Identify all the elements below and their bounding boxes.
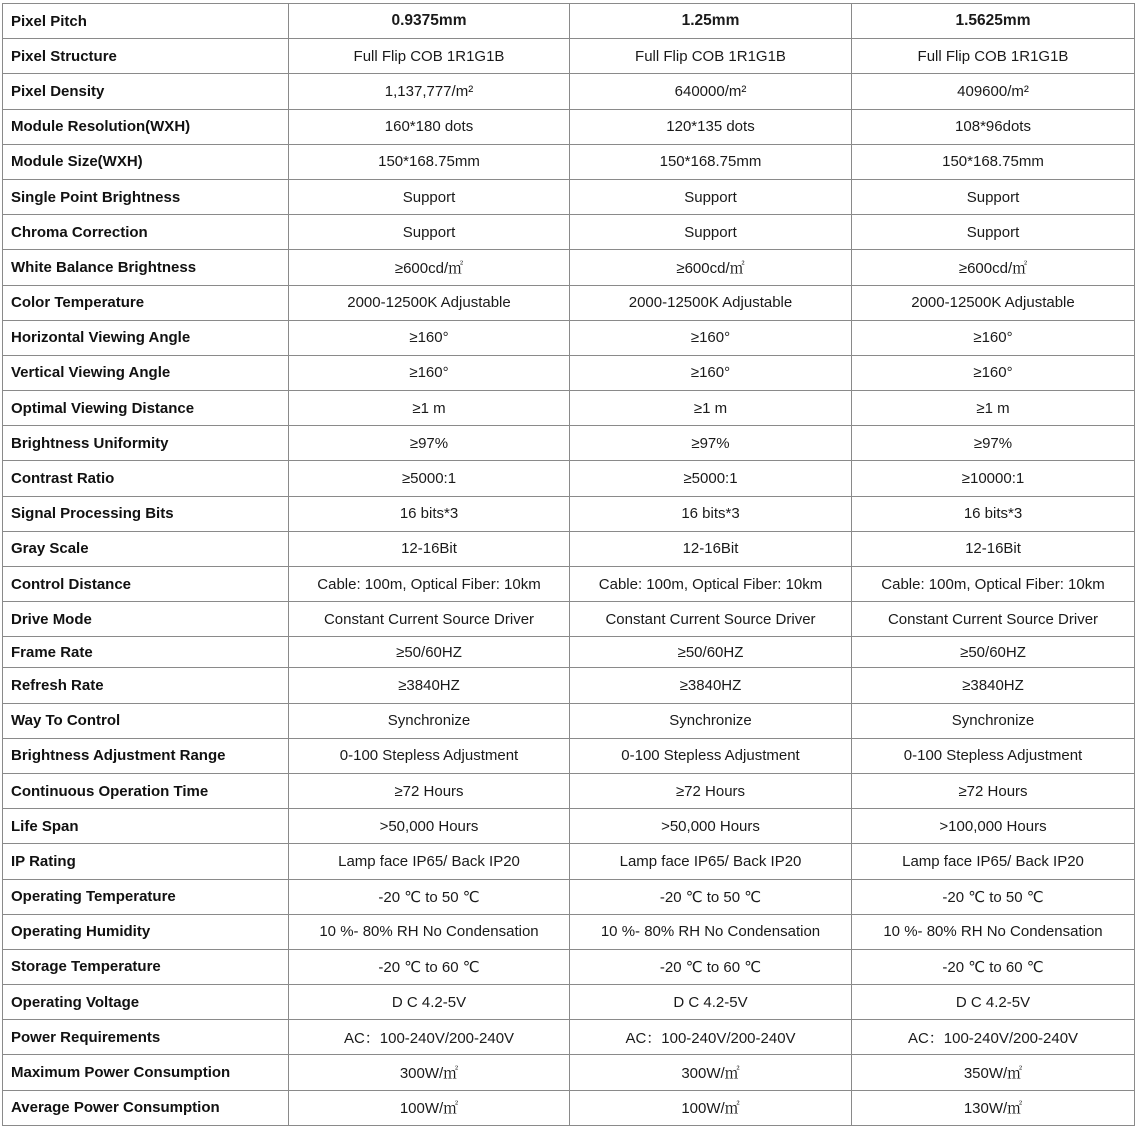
row-value: 0-100 Stepless Adjustment	[852, 738, 1135, 773]
table-row	[3, 1090, 1135, 1125]
spec-table	[2, 3, 1135, 1126]
row-value: Support	[570, 215, 852, 250]
row-value: ≥72 Hours	[852, 773, 1135, 808]
row-value: ≥3840HZ	[570, 668, 852, 703]
header-column: 1.5625mm	[852, 4, 1135, 39]
row-value: 120*135 dots	[570, 109, 852, 144]
table-row	[3, 1020, 1135, 1055]
table-row	[3, 461, 1135, 496]
row-label: Vertical Viewing Angle	[3, 355, 289, 390]
row-label: Pixel Structure	[3, 39, 289, 74]
row-label: Operating Temperature	[3, 879, 289, 914]
row-value: Full Flip COB 1R1G1B	[570, 39, 852, 74]
row-value: Constant Current Source Driver	[289, 602, 570, 637]
table-row	[3, 531, 1135, 566]
row-value: ≥50/60HZ	[570, 637, 852, 668]
row-value: 150*168.75mm	[570, 144, 852, 179]
row-value: ≥160°	[852, 320, 1135, 355]
row-value: 350W/㎡	[852, 1055, 1135, 1090]
row-value: 12-16Bit	[570, 531, 852, 566]
row-label: Way To Control	[3, 703, 289, 738]
row-value: Synchronize	[852, 703, 1135, 738]
row-value: 640000/m²	[570, 74, 852, 109]
table-row	[3, 879, 1135, 914]
row-label: Storage Temperature	[3, 949, 289, 984]
row-value: ≥1 m	[852, 391, 1135, 426]
table-row	[3, 320, 1135, 355]
row-label: Module Resolution(WXH)	[3, 109, 289, 144]
table-row	[3, 809, 1135, 844]
row-value: Lamp face IP65/ Back IP20	[289, 844, 570, 879]
row-value: 108*96dots	[852, 109, 1135, 144]
table-row	[3, 602, 1135, 637]
row-value: 100W/㎡	[289, 1090, 570, 1125]
row-value: AC：100-240V/200-240V	[289, 1020, 570, 1055]
table-row	[3, 914, 1135, 949]
row-value: 12-16Bit	[289, 531, 570, 566]
table-row	[3, 144, 1135, 179]
table-row	[3, 567, 1135, 602]
row-value: >50,000 Hours	[570, 809, 852, 844]
row-value: ≥72 Hours	[289, 773, 570, 808]
row-value: ≥1 m	[570, 391, 852, 426]
row-value: Cable: 100m, Optical Fiber: 10km	[289, 567, 570, 602]
row-label: Contrast Ratio	[3, 461, 289, 496]
row-value: ≥160°	[570, 355, 852, 390]
row-label: Life Span	[3, 809, 289, 844]
header-column: 1.25mm	[570, 4, 852, 39]
row-value: -20 ℃ to 60 ℃	[289, 949, 570, 984]
row-value: -20 ℃ to 60 ℃	[852, 949, 1135, 984]
row-label: White Balance Brightness	[3, 250, 289, 285]
table-row	[3, 773, 1135, 808]
row-value: 130W/㎡	[852, 1090, 1135, 1125]
table-row	[3, 179, 1135, 214]
row-value: ≥5000:1	[289, 461, 570, 496]
row-value: 1,137,777/m²	[289, 74, 570, 109]
row-value: ≥3840HZ	[289, 668, 570, 703]
table-header-row	[3, 4, 1135, 39]
row-value: ≥97%	[852, 426, 1135, 461]
row-value: D C 4.2-5V	[289, 985, 570, 1020]
row-label: Average Power Consumption	[3, 1090, 289, 1125]
row-value: AC：100-240V/200-240V	[852, 1020, 1135, 1055]
row-label: Color Temperature	[3, 285, 289, 320]
row-value: Lamp face IP65/ Back IP20	[852, 844, 1135, 879]
table-row	[3, 355, 1135, 390]
table-row	[3, 985, 1135, 1020]
row-label: Signal Processing Bits	[3, 496, 289, 531]
row-value: Support	[570, 179, 852, 214]
row-label: Module Size(WXH)	[3, 144, 289, 179]
row-label: Chroma Correction	[3, 215, 289, 250]
row-value: 150*168.75mm	[289, 144, 570, 179]
row-value: ≥50/60HZ	[289, 637, 570, 668]
row-value: Support	[289, 215, 570, 250]
row-value: 16 bits*3	[570, 496, 852, 531]
row-value: 150*168.75mm	[852, 144, 1135, 179]
row-value: ≥97%	[289, 426, 570, 461]
row-value: Full Flip COB 1R1G1B	[852, 39, 1135, 74]
row-value: Support	[852, 215, 1135, 250]
table-row	[3, 74, 1135, 109]
header-label: Pixel Pitch	[3, 4, 289, 39]
row-value: ≥3840HZ	[852, 668, 1135, 703]
table-row	[3, 215, 1135, 250]
row-value: 100W/㎡	[570, 1090, 852, 1125]
row-label: Pixel Density	[3, 74, 289, 109]
row-value: -20 ℃ to 50 ℃	[570, 879, 852, 914]
table-row	[3, 285, 1135, 320]
row-value: >100,000 Hours	[852, 809, 1135, 844]
row-value: ≥600cd/㎡	[570, 250, 852, 285]
row-value: 2000-12500K Adjustable	[289, 285, 570, 320]
row-value: 16 bits*3	[852, 496, 1135, 531]
row-value: 2000-12500K Adjustable	[570, 285, 852, 320]
row-value: 16 bits*3	[289, 496, 570, 531]
row-value: 0-100 Stepless Adjustment	[570, 738, 852, 773]
row-value: ≥97%	[570, 426, 852, 461]
row-value: ≥160°	[289, 355, 570, 390]
row-value: 0-100 Stepless Adjustment	[289, 738, 570, 773]
row-value: 10 %- 80% RH No Condensation	[289, 914, 570, 949]
row-label: Optimal Viewing Distance	[3, 391, 289, 426]
row-label: Control Distance	[3, 567, 289, 602]
row-label: Operating Voltage	[3, 985, 289, 1020]
row-label: Gray Scale	[3, 531, 289, 566]
table-row	[3, 250, 1135, 285]
table-row	[3, 496, 1135, 531]
row-label: Drive Mode	[3, 602, 289, 637]
row-value: Cable: 100m, Optical Fiber: 10km	[852, 567, 1135, 602]
row-value: Constant Current Source Driver	[570, 602, 852, 637]
table-row	[3, 109, 1135, 144]
table-row	[3, 949, 1135, 984]
row-value: 2000-12500K Adjustable	[852, 285, 1135, 320]
row-value: Full Flip COB 1R1G1B	[289, 39, 570, 74]
table-row	[3, 39, 1135, 74]
table-row	[3, 391, 1135, 426]
row-value: ≥5000:1	[570, 461, 852, 496]
row-label: Brightness Uniformity	[3, 426, 289, 461]
row-value: AC：100-240V/200-240V	[570, 1020, 852, 1055]
row-label: Brightness Adjustment Range	[3, 738, 289, 773]
row-value: ≥600cd/㎡	[289, 250, 570, 285]
table-row	[3, 637, 1135, 668]
row-value: Synchronize	[289, 703, 570, 738]
row-value: 300W/㎡	[289, 1055, 570, 1090]
row-value: ≥72 Hours	[570, 773, 852, 808]
row-value: 409600/m²	[852, 74, 1135, 109]
table-row	[3, 738, 1135, 773]
header-column: 0.9375mm	[289, 4, 570, 39]
spec-table-body	[3, 4, 1135, 1126]
row-value: 300W/㎡	[570, 1055, 852, 1090]
row-label: IP Rating	[3, 844, 289, 879]
row-value: Support	[852, 179, 1135, 214]
row-value: 10 %- 80% RH No Condensation	[570, 914, 852, 949]
table-row	[3, 668, 1135, 703]
row-label: Maximum Power Consumption	[3, 1055, 289, 1090]
table-row	[3, 844, 1135, 879]
row-value: -20 ℃ to 50 ℃	[289, 879, 570, 914]
row-value: >50,000 Hours	[289, 809, 570, 844]
row-value: ≥600cd/㎡	[852, 250, 1135, 285]
row-value: Lamp face IP65/ Back IP20	[570, 844, 852, 879]
row-value: Constant Current Source Driver	[852, 602, 1135, 637]
row-value: -20 ℃ to 60 ℃	[570, 949, 852, 984]
row-value: ≥1 m	[289, 391, 570, 426]
row-value: D C 4.2-5V	[852, 985, 1135, 1020]
row-label: Continuous Operation Time	[3, 773, 289, 808]
table-row	[3, 1055, 1135, 1090]
row-value: ≥160°	[852, 355, 1135, 390]
row-value: Cable: 100m, Optical Fiber: 10km	[570, 567, 852, 602]
row-label: Refresh Rate	[3, 668, 289, 703]
row-value: -20 ℃ to 50 ℃	[852, 879, 1135, 914]
row-value: 12-16Bit	[852, 531, 1135, 566]
row-value: Synchronize	[570, 703, 852, 738]
row-label: Frame Rate	[3, 637, 289, 668]
row-label: Horizontal Viewing Angle	[3, 320, 289, 355]
row-value: Support	[289, 179, 570, 214]
row-label: Power Requirements	[3, 1020, 289, 1055]
row-value: ≥10000:1	[852, 461, 1135, 496]
table-row	[3, 426, 1135, 461]
row-value: D C 4.2-5V	[570, 985, 852, 1020]
row-value: 10 %- 80% RH No Condensation	[852, 914, 1135, 949]
table-row	[3, 703, 1135, 738]
row-value: ≥50/60HZ	[852, 637, 1135, 668]
row-value: ≥160°	[289, 320, 570, 355]
row-label: Operating Humidity	[3, 914, 289, 949]
row-label: Single Point Brightness	[3, 179, 289, 214]
row-value: ≥160°	[570, 320, 852, 355]
row-value: 160*180 dots	[289, 109, 570, 144]
